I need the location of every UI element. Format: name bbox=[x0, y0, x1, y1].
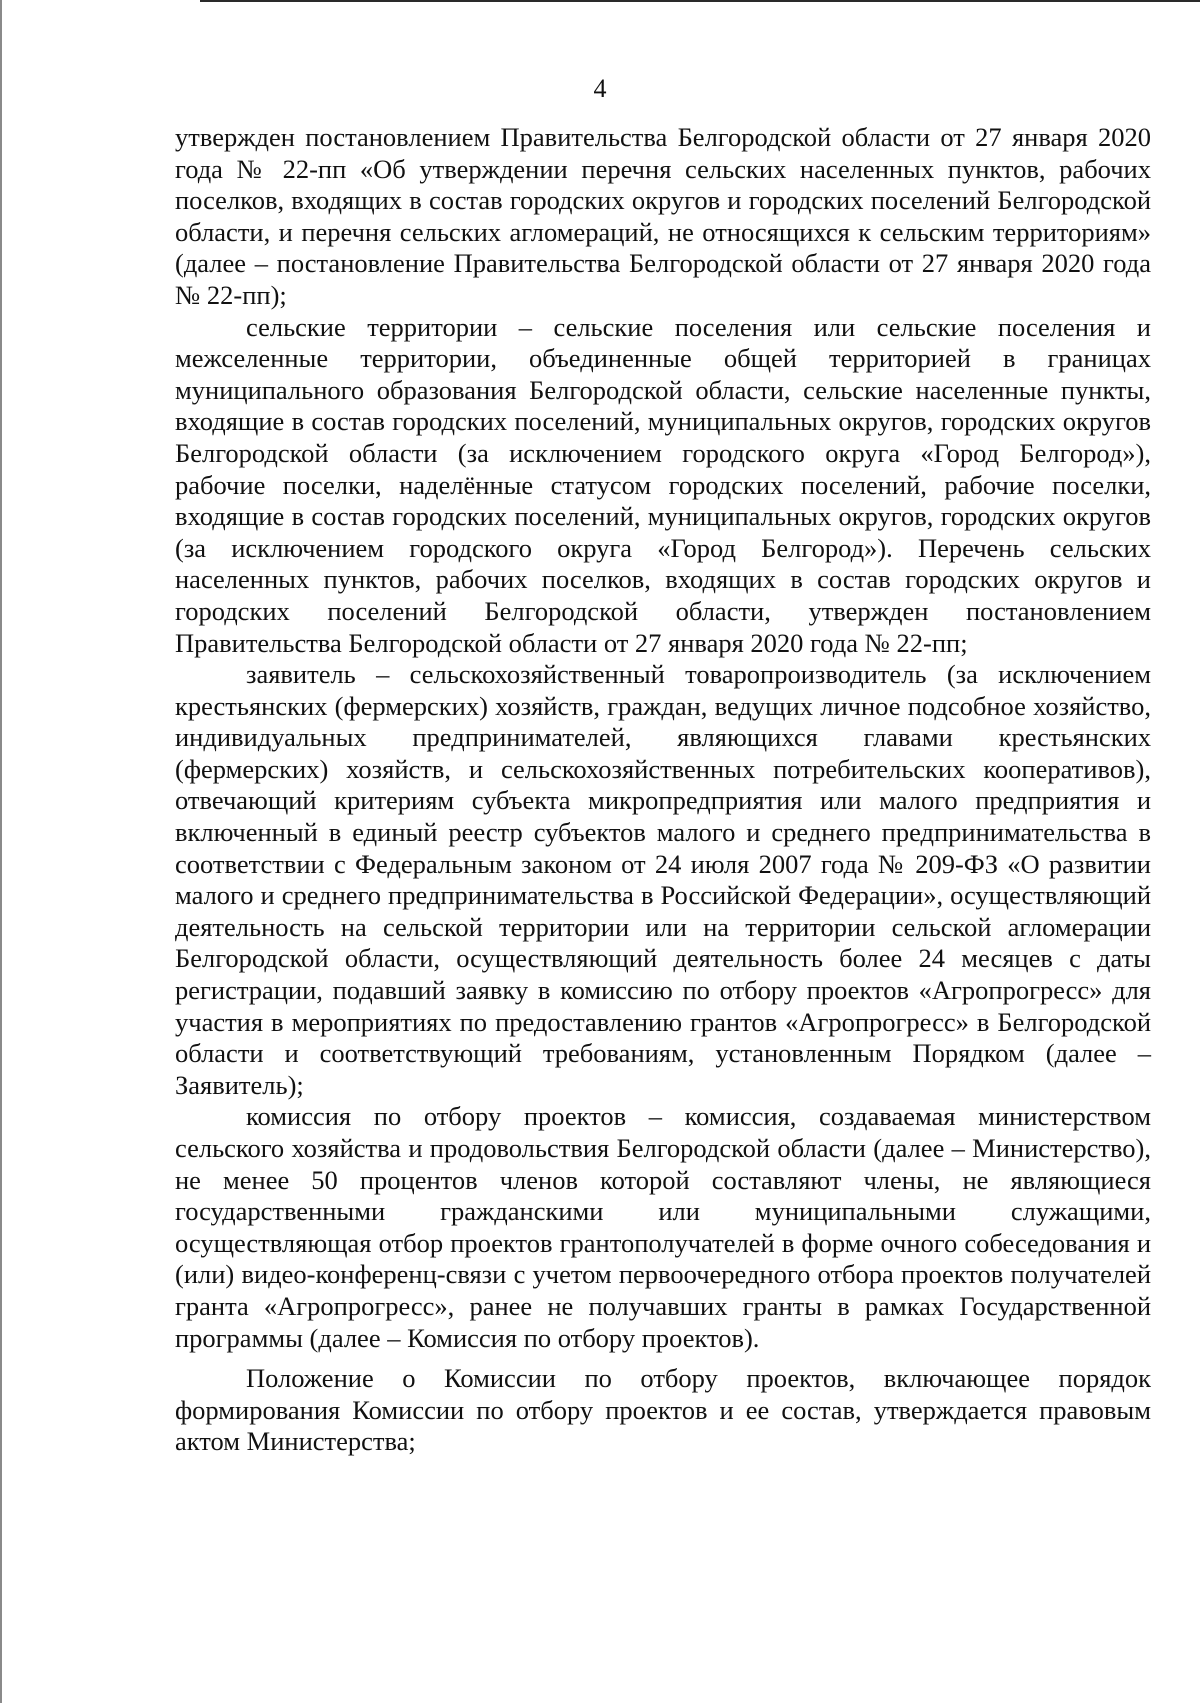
scan-edge-left bbox=[0, 0, 2, 1703]
paragraph-continuation: утвержден постановлением Правительства Белгородской области от 27 января 2020 года № 22-пп «Об утверждении перечня сельских населенных пунктов, рабочих поселков, входящих в состав городских округов и городских поселений Белгородской области, и перечня сельских агломераций, не относящихся к сельским территориям» (далее – постановление Правительства Белгородской области от 27 января 2020 года № 22-пп); bbox=[175, 122, 1151, 310]
paragraph-selection-commission: комиссия по отбору проектов – комиссия, создаваемая министерством сельского хозяйства и продовольствия Белгородской области (далее – Министерство), не менее 50 процентов членов которой составляют члены, не являющиеся государственными гражданскими или муниципальными служащими, осуществляющая отбор проектов грантополучателей в форме очного собеседования и (или) видео-конференц-связи с учетом первоочередного отбора проектов получателей гранта «Агропрогресс», ранее не получавших гранты в рамках Государственной программы (далее – Комиссия по отбору проектов). bbox=[175, 1101, 1151, 1353]
scan-edge-top bbox=[200, 0, 1200, 2]
page-number: 4 bbox=[593, 74, 607, 103]
paragraph-rural-territories: сельские территории – сельские поселения или сельские поселения и межселенные территории, объединенные общей территорией в границах муниципального образования Белгородской области, сельские населенные пункты, входящие в состав городских поселений, муниципальных округов, городских округов Белгородской области (за исключением городского округа «Город Белгород»), рабочие поселки, наделённые статусом городских поселений, рабочие поселки, входящие в состав городских поселений, муниципальных округов, городских округов (за исключением городского округа «Город Белгород»). Перечень сельских населенных пунктов, рабочих поселков, входящих в состав городских округов и городских поселений Белгородской области, утвержден постановлением Правительства Белгородской области от 27 января 2020 года № 22-пп; bbox=[175, 311, 1151, 658]
paragraph-commission-regulation: Положение о Комиссии по отбору проектов, включающее порядок формирования Комиссии по отбору проектов и ее состав, утверждается правовым актом Министерства; bbox=[175, 1363, 1151, 1457]
paragraph-applicant: заявитель – сельскохозяйственный товаропроизводитель (за исключением крестьянских (фермерских) хозяйств, граждан, ведущих личное подсобное хозяйство, индивидуальных предпринимателей, являющихся главами крестьянских (фермерских) хозяйств, и сельскохозяйственных потребительских кооперативов), отвечающий критериям субъекта микропредприятия или малого предприятия и включенный в единый реестр субъектов малого и среднего предпринимательства в соответствии с Федеральным законом от 24 июля 2007 года № 209-ФЗ «О развитии малого и среднего предпринимательства в Российской Федерации», осуществляющий деятельность на сельской территории или на территории сельской агломерации Белгородской области, осуществляющий деятельность более 24 месяцев с даты регистрации, подавший заявку в комиссию по отбору проектов «Агропрогресс» для участия в мероприятиях по предоставлению грантов «Агропрогресс» в Белгородской области и соответствующий требованиям, установленным Порядком (далее – Заявитель); bbox=[175, 659, 1151, 1100]
document-body bbox=[175, 122, 1151, 1458]
